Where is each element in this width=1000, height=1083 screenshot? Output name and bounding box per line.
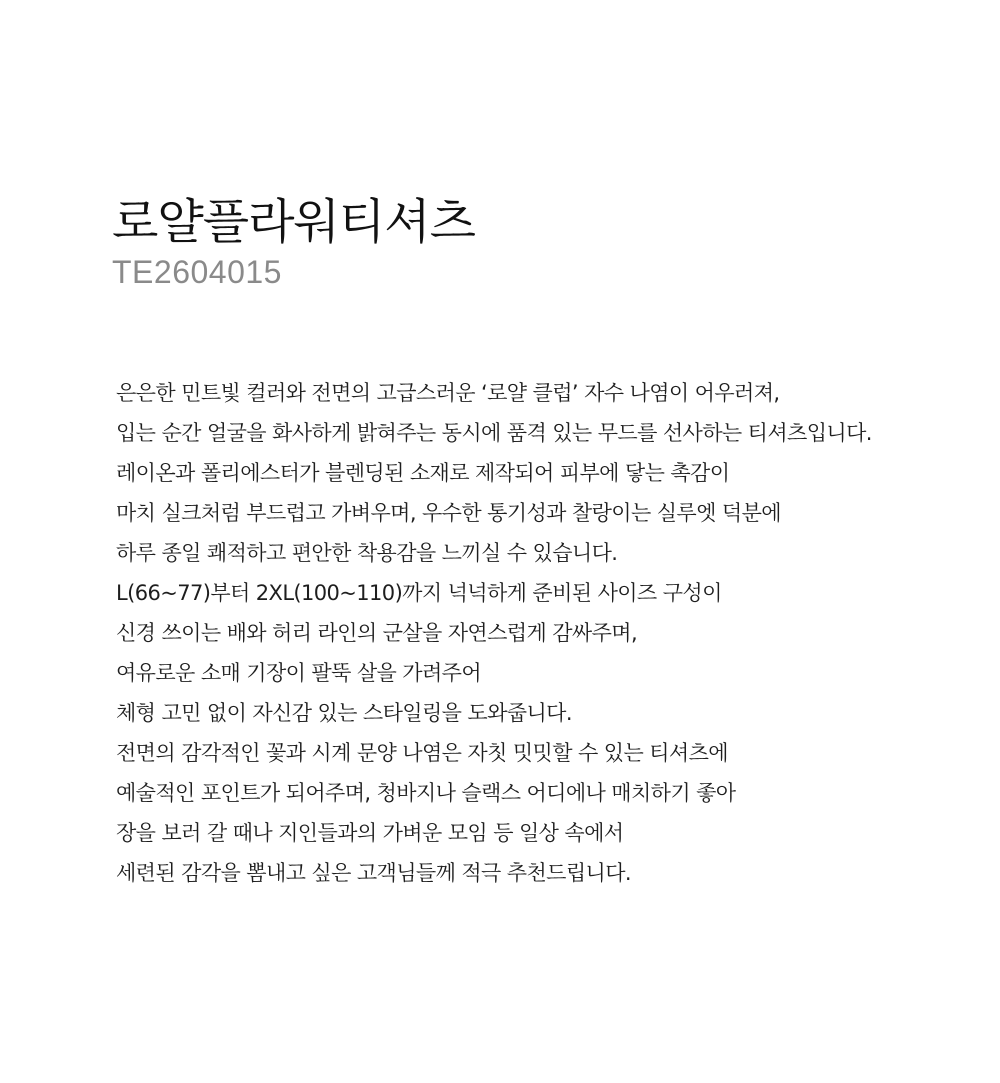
description-line: 입는 순간 얼굴을 화사하게 밝혀주는 동시에 품격 있는 무드를 선사하는 티셔츠입니다.: [116, 421, 872, 445]
product-description: [116, 373, 976, 893]
description-line: 체형 고민 없이 자신감 있는 스타일링을 도와줍니다.: [116, 701, 572, 725]
description-line: 신경 쓰이는 배와 허리 라인의 군살을 자연스럽게 감싸주며,: [116, 621, 638, 645]
product-title: 로얄플라워티셔츠: [112, 194, 475, 250]
description-line: 장을 보러 갈 때나 지인들과의 가벼운 모임 등 일상 속에서: [116, 821, 624, 845]
description-line: 은은한 민트빛 컬러와 전면의 고급스러운 ‘로얄 클럽’ 자수 나염이 어우러져,: [116, 381, 780, 405]
description-line: 하루 종일 쾌적하고 편안한 착용감을 느끼실 수 있습니다.: [116, 541, 618, 565]
description-line: 마치 실크처럼 부드럽고 가벼우며, 우수한 통기성과 찰랑이는 실루엣 덕분에: [116, 501, 781, 525]
description-line: L(66~77)부터 2XL(100~110)까지 넉넉하게 준비된 사이즈 구성이: [116, 581, 722, 605]
description-line: 예술적인 포인트가 되어주며, 청바지나 슬랙스 어디에나 매치하기 좋아: [116, 781, 736, 805]
product-code: TE2604015: [112, 254, 282, 290]
description-line: 전면의 감각적인 꽃과 시계 문양 나염은 자칫 밋밋할 수 있는 티셔츠에: [116, 741, 728, 765]
description-line: 레이온과 폴리에스터가 블렌딩된 소재로 제작되어 피부에 닿는 촉감이: [116, 461, 730, 485]
description-line: 세련된 감각을 뽐내고 싶은 고객님들께 적극 추천드립니다.: [116, 861, 631, 885]
product-header: [112, 192, 475, 292]
description-line: 여유로운 소매 기장이 팔뚝 살을 가려주어: [116, 661, 482, 685]
